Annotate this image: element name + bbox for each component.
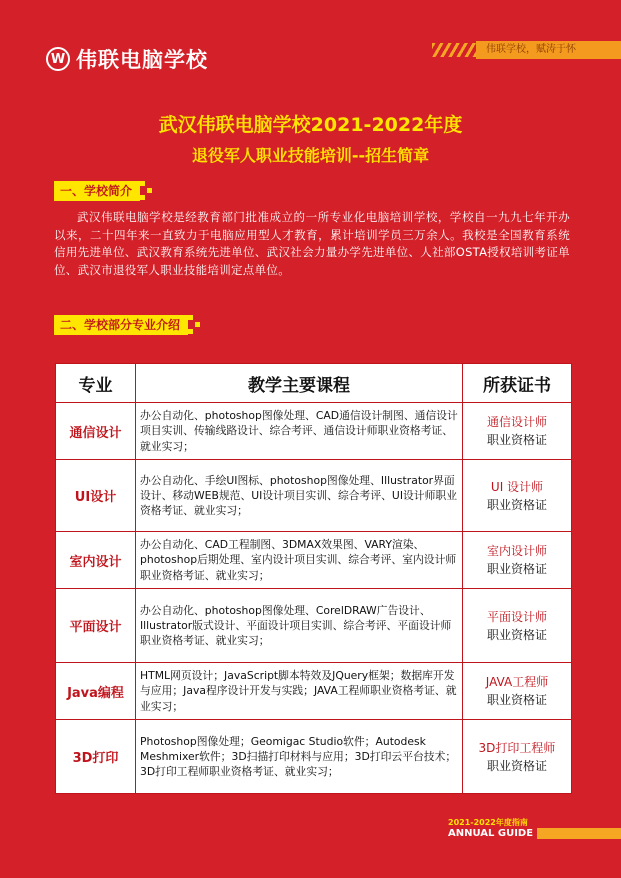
logo-text: 伟联电脑学校 (76, 48, 208, 72)
certificate (463, 663, 572, 720)
certificate (463, 532, 572, 589)
certificate-type: 职业资格证 (486, 758, 547, 773)
certificate-type: 职业资格证 (486, 497, 547, 512)
table-row (56, 460, 572, 532)
table-row (56, 532, 572, 589)
course-list: HTML网页设计；JavaScript脚本特效及JQuery框架；数据库开发与应用；Java程序设计开发与实践；JAVA工程师职业资格考证、就业实习； (136, 663, 463, 720)
school-logo (46, 44, 208, 74)
course-list: 办公自动化、photoshop图像处理、CAD通信设计制图、通信设计项目实训、传输线路设计、综合考评、通信设计师职业资格考证、就业实习； (136, 403, 463, 460)
major-name: Java编程 (56, 663, 136, 720)
footer-annual-guide: ANNUAL GUIDE (448, 828, 534, 839)
course-list: 办公自动化、photoshop图像处理、CorelDRAW广告设计、Illustrator版式设计、平面设计项目实训、综合考评、平面设计师职业资格考证、就业实习； (136, 589, 463, 663)
logo-emblem-icon: W (46, 47, 70, 71)
header-certificate: 所获证书 (463, 364, 572, 403)
certificate-title: 平面设计师 (486, 609, 547, 624)
certificate-title: 通信设计师 (486, 415, 547, 429)
majors-table (55, 363, 572, 794)
table-header-row (56, 364, 572, 403)
certificate-type: 职业资格证 (486, 433, 547, 447)
section-heading-majors: 二、学校部分专业介绍 (54, 315, 188, 335)
main-title: 武汉伟联电脑学校2021-2022年度 (158, 114, 463, 136)
table-row (56, 720, 572, 794)
certificate (463, 460, 572, 532)
certificate (463, 720, 572, 794)
major-name: 平面设计 (56, 589, 136, 663)
major-name: 室内设计 (56, 532, 136, 589)
footer-guide (448, 818, 621, 839)
table-row (56, 589, 572, 663)
certificate-type: 职业资格证 (486, 627, 547, 642)
major-name: 通信设计 (56, 403, 136, 460)
slogan-bar: 伟联学校，赋涛于怀 (476, 41, 621, 59)
footer-annual-guide-row (448, 828, 621, 839)
certificate-title: 3D打印工程师 (478, 740, 556, 755)
certificate (463, 403, 572, 460)
footer-bar (537, 828, 621, 839)
major-name: UI设计 (56, 460, 136, 532)
certificate-title: JAVA工程师 (485, 675, 549, 689)
course-list: 办公自动化、手绘UI图标、photoshop图像处理、Illustrator界面设计、移动WEB规范、UI设计项目实训、综合考评、UI设计师职业资格考证、就业实习； (136, 460, 463, 532)
footer-year-guide: 2021-2022年度指南 (448, 818, 528, 827)
certificate-type: 职业资格证 (486, 562, 547, 576)
section-heading-intro: 一、学校简介 (54, 181, 140, 201)
certificate-title: 室内设计师 (486, 544, 547, 558)
intro-paragraph: 武汉伟联电脑学校是经教育部门批准成立的一所专业化电脑培训学校，学校自一九九七年开办以来，二十四年来一直致力于电脑应用型人才教育，累计培训学员三万余人。我校是全国教育系统信用先进单位、武汉教育系统先进单位、武汉社会力量办学先进单位、人社部OSTA授权培训考证单位、武汉市退役军人职业技能培训定点单位。 (54, 210, 570, 277)
major-name: 3D打印 (56, 720, 136, 794)
header-courses: 教学主要课程 (136, 364, 463, 403)
sub-title: 退役军人职业技能培训--招生简章 (191, 146, 430, 165)
decorative-stripes (432, 43, 476, 57)
certificate-title: UI 设计师 (490, 479, 544, 494)
certificate (463, 589, 572, 663)
course-list: 办公自动化、CAD工程制图、3DMAX效果图、VARY渲染、photoshop后期处理、室内设计项目实训、综合考评、室内设计师职业资格考证、就业实习； (136, 532, 463, 589)
header-major: 专业 (56, 364, 136, 403)
course-list: Photoshop图像处理；Geomigac Studio软件；Autodesk Meshmixer软件；3D扫描打印材料与应用；3D打印云平台技术；3D打印工程师职业资格考证、就业实习； (136, 720, 463, 794)
certificate-type: 职业资格证 (486, 693, 547, 707)
table-row (56, 403, 572, 460)
table-row (56, 663, 572, 720)
